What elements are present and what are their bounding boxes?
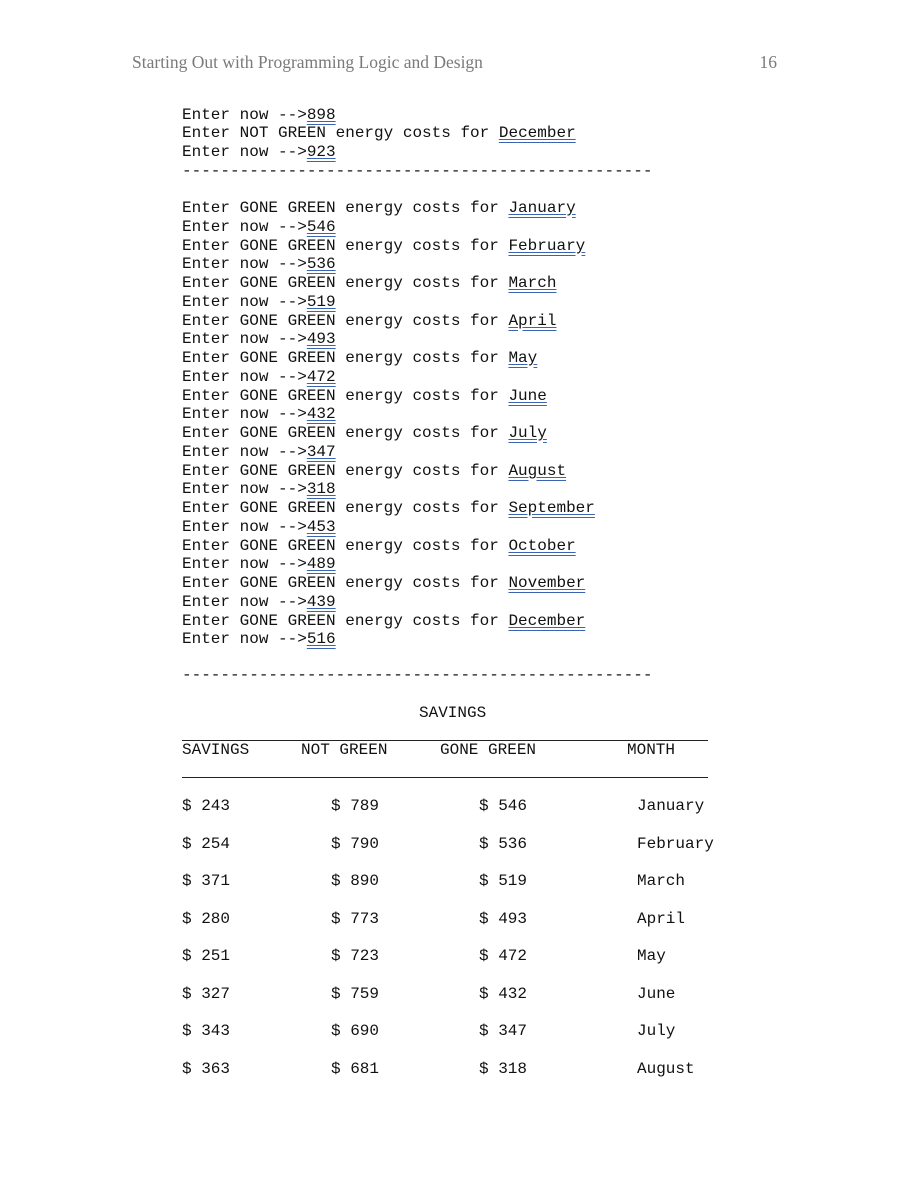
console-line [182,630,336,648]
input-value: 432 [306,405,336,423]
gone-green-cell: $ 546 [479,797,528,815]
gone-green-cell: $ 432 [479,985,528,1003]
month-value: June [508,387,547,405]
not-green-cell: $ 723 [331,947,380,965]
month-value: February [508,237,586,255]
prompt-text: Enter now --> [182,106,307,124]
gone-green-cell: $ 472 [479,947,528,965]
console-line [182,462,566,480]
console-line [182,349,537,367]
input-value: 923 [306,143,336,161]
console-line [182,405,336,423]
console-line [182,255,336,273]
input-value: December [498,124,576,142]
gone-green-cell: $ 347 [479,1022,528,1040]
separator-line: ------------------------------------------------- [182,162,653,180]
savings-cell: $ 254 [182,835,231,853]
prompt-text: Enter now --> [182,405,307,423]
month-value: April [508,312,557,330]
prompt-text: Enter now --> [182,443,307,461]
console-line [182,368,336,386]
console-line [182,387,547,405]
prompt-text: Enter now --> [182,630,307,648]
column-header-not-green: NOT GREEN [301,741,388,759]
console-line [182,330,336,348]
console-line [182,124,576,142]
gone-green-cell: $ 493 [479,910,528,928]
not-green-cell: $ 773 [331,910,380,928]
gone-green-cell: $ 318 [479,1060,528,1078]
month-value: November [508,574,586,592]
input-value: 453 [306,518,336,536]
gone-green-cell: $ 519 [479,872,528,890]
console-line [182,218,336,236]
prompt-text: Enter now --> [182,555,307,573]
not-green-cell: $ 690 [331,1022,380,1040]
console-line [182,143,336,161]
month-cell: April [637,910,686,928]
savings-cell: $ 251 [182,947,231,965]
month-cell: May [637,947,666,965]
page-header [132,52,777,76]
month-cell: August [637,1060,695,1078]
month-cell: January [637,797,705,815]
console-line [182,593,336,611]
month-cell: July [637,1022,676,1040]
prompt-text: Enter GONE GREEN energy costs for [182,387,509,405]
input-value: 318 [306,480,336,498]
console-line [182,293,336,311]
not-green-cell: $ 789 [331,797,380,815]
input-value: 439 [306,593,336,611]
prompt-text: Enter now --> [182,218,307,236]
prompt-text: Enter GONE GREEN energy costs for [182,199,509,217]
separator-line: ------------------------------------------------- [182,666,653,684]
prompt-text: Enter GONE GREEN energy costs for [182,312,509,330]
savings-cell: $ 363 [182,1060,231,1078]
month-cell: February [637,835,714,853]
input-value: 898 [306,106,336,124]
console-line [182,443,336,461]
input-value: 347 [306,443,336,461]
console-line [182,106,336,124]
gone-green-cell: $ 536 [479,835,528,853]
savings-cell: $ 280 [182,910,231,928]
month-value: December [508,612,586,630]
prompt-text: Enter NOT GREEN energy costs for [182,124,499,142]
book-title: Starting Out with Programming Logic and Design [132,52,483,72]
console-line [182,274,556,292]
prompt-text: Enter now --> [182,143,307,161]
page-number: 16 [759,52,777,72]
prompt-text: Enter now --> [182,593,307,611]
month-value: October [508,537,576,555]
prompt-text: Enter now --> [182,480,307,498]
not-green-cell: $ 681 [331,1060,380,1078]
prompt-text: Enter now --> [182,255,307,273]
month-value: September [508,499,595,517]
console-line [182,499,595,517]
table-header-rule [182,777,708,778]
month-value: March [508,274,557,292]
month-value: August [508,462,567,480]
month-value: July [508,424,547,442]
not-green-cell: $ 890 [331,872,380,890]
column-header-gone-green: GONE GREEN [440,741,537,759]
input-value: 489 [306,555,336,573]
savings-cell: $ 371 [182,872,231,890]
month-cell: March [637,872,686,890]
console-line [182,199,576,217]
not-green-cell: $ 790 [331,835,380,853]
input-value: 546 [306,218,336,236]
month-cell: June [637,985,676,1003]
prompt-text: Enter GONE GREEN energy costs for [182,349,509,367]
console-line [182,480,336,498]
console-line [182,574,585,592]
input-value: 536 [306,255,336,273]
savings-title: SAVINGS [419,704,487,722]
console-line [182,612,585,630]
savings-cell: $ 327 [182,985,231,1003]
prompt-text: Enter GONE GREEN energy costs for [182,499,509,517]
prompt-text: Enter now --> [182,330,307,348]
prompt-text: Enter GONE GREEN energy costs for [182,537,509,555]
input-value: 472 [306,368,336,386]
column-header-savings: SAVINGS [182,741,250,759]
console-line [182,537,576,555]
console-line [182,555,336,573]
input-value: 519 [306,293,336,311]
column-header-month: MONTH [627,741,676,759]
console-line [182,424,547,442]
prompt-text: Enter GONE GREEN energy costs for [182,237,509,255]
month-value: January [508,199,576,217]
prompt-text: Enter now --> [182,368,307,386]
prompt-text: Enter now --> [182,518,307,536]
console-line [182,237,585,255]
prompt-text: Enter GONE GREEN energy costs for [182,574,509,592]
input-value: 493 [306,330,336,348]
prompt-text: Enter GONE GREEN energy costs for [182,424,509,442]
prompt-text: Enter GONE GREEN energy costs for [182,274,509,292]
prompt-text: Enter GONE GREEN energy costs for [182,612,509,630]
console-line [182,312,556,330]
console-line [182,518,336,536]
savings-cell: $ 243 [182,797,231,815]
savings-cell: $ 343 [182,1022,231,1040]
prompt-text: Enter GONE GREEN energy costs for [182,462,509,480]
prompt-text: Enter now --> [182,293,307,311]
input-value: 516 [306,630,336,648]
month-value: May [508,349,538,367]
not-green-cell: $ 759 [331,985,380,1003]
